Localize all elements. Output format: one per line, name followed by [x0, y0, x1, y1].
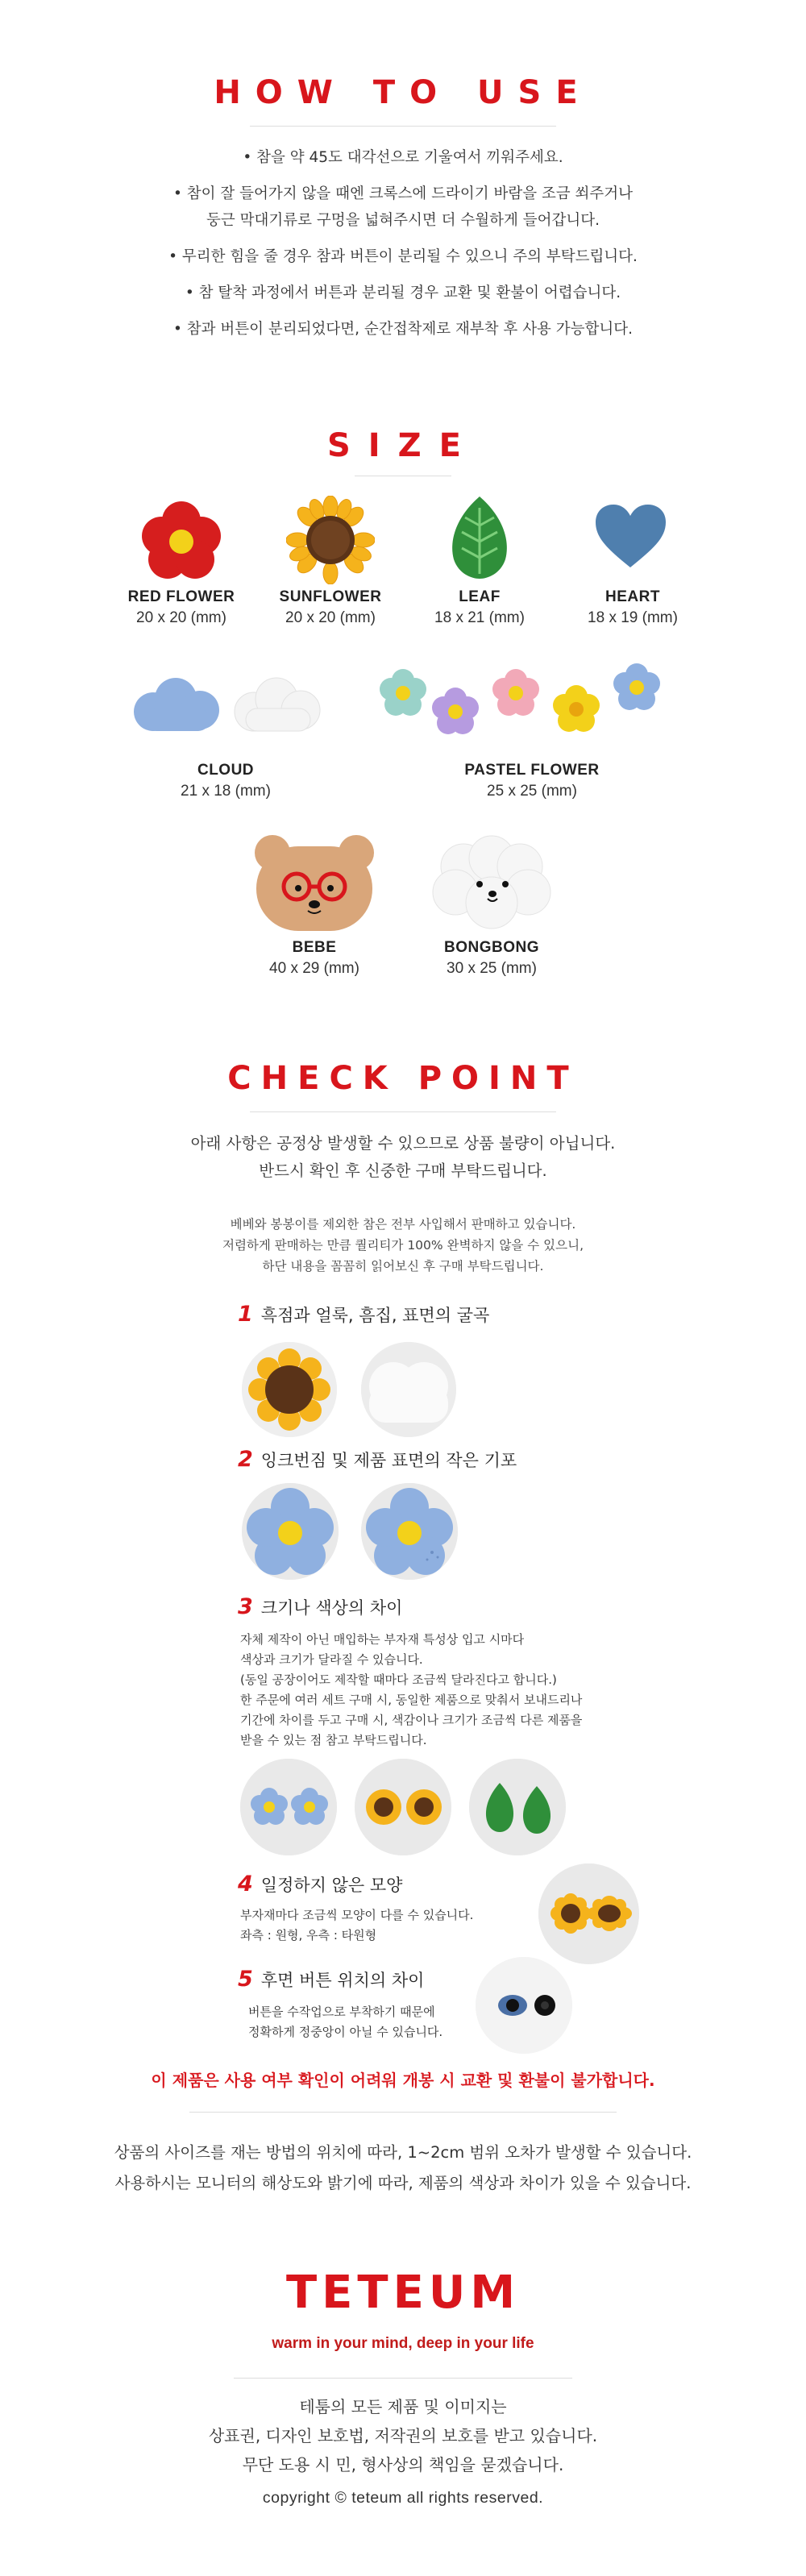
- howto-item: • 무리한 힘을 줄 경우 참과 버튼이 분리될 수 있으니 주의 부탁드립니다.: [168, 248, 638, 265]
- product-leaf: [399, 588, 560, 627]
- item-title: 크기나 색상의 차이: [260, 1598, 403, 1618]
- product-name: BEBE: [292, 939, 337, 956]
- product-name: PASTEL FLOWER: [464, 762, 600, 779]
- desc-line: (동일 공장이어도 제작할 때마다 조금씩 달라진다고 합니다.): [240, 1672, 557, 1687]
- howto-item: • 참 탈착 과정에서 버튼과 분리될 경우 교환 및 환불이 어렵습니다.: [185, 285, 621, 301]
- checkpoint-intro: [0, 1130, 806, 1185]
- item-5-description: [248, 2002, 490, 2042]
- teteum-logo: TETEUM: [285, 2266, 521, 2319]
- desc-line: 버튼을 수작업으로 부착하기 때문에: [248, 2005, 435, 2019]
- product-dim: 21 x 18 (mm): [181, 783, 271, 800]
- size-title: SIZE: [326, 427, 480, 464]
- howto-title: HOW TO USE: [214, 74, 592, 111]
- item-number: 1: [238, 1302, 253, 1327]
- checkpoint-note: [0, 1214, 806, 1277]
- brand-tagline: warm in your mind, deep in your life: [272, 2335, 534, 2352]
- brand-divider: [234, 2378, 572, 2379]
- howto-item: • 참과 버튼이 분리되었다면, 순간접착제로 재부착 후 사용 가능합니다.: [172, 321, 634, 338]
- product-dim: 18 x 21 (mm): [434, 609, 525, 626]
- sunflowers-compare-photo: [355, 1759, 451, 1855]
- no-refund-warning: 이 제품은 사용 여부 확인이 어려워 개봉 시 교환 및 환불이 불가합니다.: [151, 2071, 655, 2090]
- item-number: 2: [238, 1447, 253, 1472]
- product-bongbong: [411, 939, 572, 978]
- item-3-description: [240, 1630, 627, 1751]
- product-name: BONGBONG: [444, 939, 539, 956]
- leaves-compare-photo: [469, 1759, 566, 1855]
- desc-line: 한 주문에 여러 세트 구매 시, 동일한 제품으로 맞춰서 보내드리나: [240, 1693, 583, 1707]
- product-dim: 20 x 20 (mm): [136, 609, 226, 626]
- desc-line: 좌측 : 원형, 우측 : 타원형: [240, 1928, 377, 1942]
- item-title: 흑점과 얼룩, 흠집, 표면의 굴곡: [260, 1306, 490, 1325]
- product-name: RED FLOWER: [127, 588, 235, 605]
- bongbong-image: [431, 834, 552, 931]
- button-position-photo: [476, 1957, 572, 2054]
- product-heart: [552, 588, 713, 627]
- desc-line: 자체 제작이 아닌 매입하는 부자재 특성상 입고 시마다: [240, 1632, 525, 1647]
- red-flower-image: [137, 500, 226, 580]
- cloud-blue-image: [129, 673, 226, 737]
- notice-line: 사용하시는 모니터의 해상도와 밝기에 따라, 제품의 색상과 차이가 있을 수 있습니다.: [114, 2174, 692, 2192]
- legal-line: 무단 도용 시 민, 형사상의 책임을 묻겠습니다.: [242, 2455, 564, 2474]
- size-section: [0, 427, 806, 476]
- note-line: 베베와 봉봉이를 제외한 참은 전부 사입해서 판매하고 있습니다.: [230, 1217, 576, 1232]
- product-dim: 25 x 25 (mm): [487, 783, 577, 800]
- notice-line: 상품의 사이즈를 재는 방법의 위치에 따라, 1~2cm 범위 오차가 발생할 수 있습니다.: [114, 2143, 692, 2162]
- blue-flower-bubble-photo: [361, 1483, 458, 1580]
- desc-line: 부자재마다 조금씩 모양이 다를 수 있습니다.: [240, 1908, 474, 1922]
- desc-line: 받을 수 있는 점 참고 부탁드립니다.: [240, 1733, 427, 1747]
- item-number: 4: [238, 1872, 253, 1897]
- checkpoint-section: [0, 1060, 806, 1277]
- item-title: 후면 버튼 위치의 차이: [260, 1971, 425, 1990]
- howto-list: [0, 144, 806, 343]
- note-line: 하단 내용을 꼼꼼히 읽어보신 후 구매 부탁드립니다.: [262, 1259, 544, 1273]
- product-cloud: [145, 762, 306, 800]
- desc-line: 정확하게 정중앙이 아닐 수 있습니다.: [248, 2025, 443, 2039]
- measurement-notice: [0, 2138, 806, 2199]
- sunflower-defect-photo: [242, 1342, 337, 1437]
- howto-item: • 참을 약 45도 대각선으로 기울여서 끼워주세요.: [243, 149, 563, 166]
- item-title: 잉크번짐 및 제품 표면의 작은 기포: [260, 1451, 517, 1470]
- item-title: 일정하지 않은 모양: [260, 1876, 403, 1895]
- checkpoint-item-3: [238, 1594, 402, 1619]
- legal-line: 테툼의 모든 제품 및 이미지는: [299, 2397, 507, 2416]
- checkpoint-title: CHECK POINT: [227, 1060, 579, 1097]
- product-dim: 18 x 19 (mm): [588, 609, 678, 626]
- product-red-flower: [101, 588, 262, 627]
- checkpoint-divider: [250, 1111, 556, 1112]
- howto-item: • 참이 잘 들어가지 않을 때엔 크록스에 드라이기 바람을 조금 쐬주거나: [172, 185, 634, 202]
- product-sunflower: [250, 588, 411, 627]
- product-name: SUNFLOWER: [279, 588, 382, 605]
- blue-flowers-compare-photo: [240, 1759, 337, 1855]
- legal-line: 상표권, 디자인 보호법, 저작권의 보호를 받고 있습니다.: [208, 2426, 598, 2445]
- product-pastel-flower: [427, 762, 637, 800]
- intro-line: 반드시 확인 후 신중한 구매 부탁드립니다.: [259, 1161, 547, 1180]
- desc-line: 색상과 크기가 달라질 수 있습니다.: [240, 1652, 423, 1667]
- checkpoint-item-5: [238, 1967, 424, 1992]
- sunflower-image: [286, 496, 375, 584]
- sunflower-shape-photo: [538, 1863, 639, 1964]
- howto-divider: [250, 126, 556, 127]
- blue-flower-ink-photo: [242, 1483, 339, 1580]
- product-dim: 30 x 25 (mm): [447, 960, 537, 977]
- checkpoint-item-2: [238, 1447, 517, 1472]
- note-line: 저렴하게 판매하는 만큼 퀄리티가 100% 완벽하지 않을 수 있으니,: [222, 1238, 584, 1253]
- product-name: LEAF: [459, 588, 501, 605]
- item-4-description: [240, 1905, 546, 1946]
- leaf-image: [447, 493, 512, 582]
- intro-line: 아래 사항은 공정상 발생할 수 있으므로 상품 불량이 아닙니다.: [190, 1134, 616, 1153]
- heart-image: [592, 501, 669, 570]
- product-name: CLOUD: [197, 762, 255, 779]
- copyright: copyright © teteum all rights reserved.: [262, 2489, 544, 2507]
- product-name: HEART: [605, 588, 660, 605]
- product-dim: 40 x 29 (mm): [269, 960, 359, 977]
- bottom-divider: [189, 2112, 617, 2113]
- product-dim: 20 x 20 (mm): [285, 609, 376, 626]
- checkpoint-item-4: [238, 1872, 402, 1897]
- bebe-image: [250, 830, 379, 935]
- howto-section: [0, 74, 806, 352]
- item-number: 5: [238, 1967, 253, 1992]
- legal-notice: [0, 2392, 806, 2479]
- checkpoint-item-1: [238, 1302, 489, 1327]
- product-bebe: [234, 939, 395, 978]
- howto-item: 둥근 막대기류로 구멍을 넓혀주시면 더 수월하게 들어갑니다.: [206, 212, 600, 229]
- desc-line: 기간에 차이를 두고 구매 시, 색감이나 크기가 조금씩 다른 제품을: [240, 1713, 583, 1727]
- white-cloud-defect-photo: [361, 1342, 456, 1437]
- item-number: 3: [238, 1594, 253, 1619]
- cloud-white-image: [230, 673, 326, 737]
- pastel-flowers-image: [371, 657, 693, 754]
